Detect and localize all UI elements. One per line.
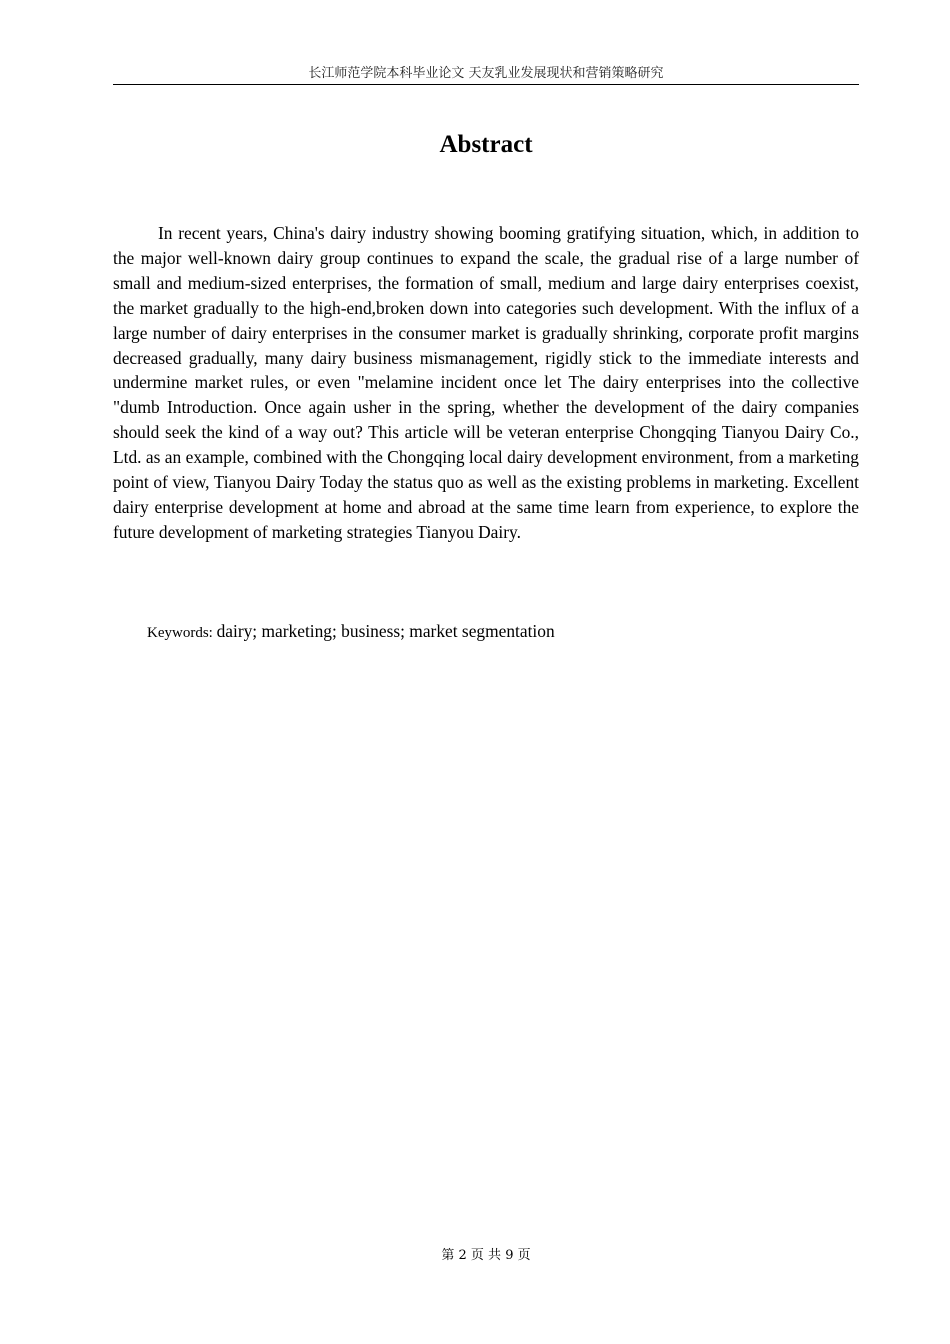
keywords-line [147, 619, 859, 645]
page-title: Abstract [439, 131, 533, 158]
page-footer [113, 1247, 859, 1265]
keywords-value: dairy; marketing; business; market segmentation [216, 621, 555, 641]
page-number: 第 2 页 共 9 页 [441, 1248, 531, 1263]
abstract-paragraph: In recent years, China's dairy industry showing booming gratifying situation, which, in addition to the major well-known dairy group continues to expand the scale, the gradual rise of a large number of small and medium-sized enterprises, the formation of small, medium and large dairy enterprises coexist, the market gradually to the high-end,broken down into categories such development. With the influx of a large number of dairy enterprises in the consumer market is gradually shrinking, corporate profit margins decreased gradually, many dairy business mismanagement, rigidly stick to the immediate interests and undermine market rules, or even "melamine incident once let The dairy enterprises into the collective "dumb Introduction. Once again usher in the spring, whether the development of the dairy companies should seek the kind of a way out? This article will be veteran enterprise Chongqing Tianyou Dairy Co., Ltd. as an example, combined with the Chongqing local dairy development environment, from a marketing point of view, Tianyou Dairy Today the status quo as well as the existing problems in marketing. Excellent dairy enterprise development at home and abroad at the same time learn from experience, to explore the future development of marketing strategies Tianyou Dairy. [113, 223, 859, 542]
running-header-title: 长江师范学院本科毕业论文 天友乳业发展现状和营销策略研究 [308, 66, 664, 81]
running-header [113, 66, 859, 85]
keywords-label: Keywords: [147, 625, 217, 641]
